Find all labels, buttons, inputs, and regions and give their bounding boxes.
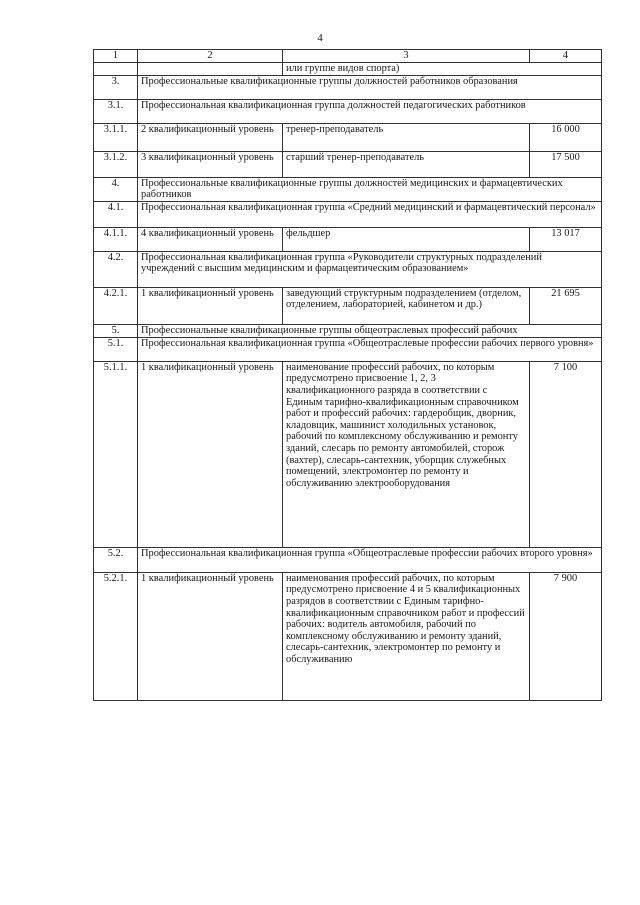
row-code: 4.2. — [94, 251, 138, 287]
position-name: заведующий структурным подразделением (отделом, отделением, лабораторией, кабинетом и др.) — [283, 287, 530, 324]
table-row — [94, 201, 602, 227]
row-code: 4.1.1. — [94, 227, 138, 251]
column-header: 2 — [138, 50, 283, 63]
table-row — [94, 251, 602, 287]
column-header: 4 — [530, 50, 602, 63]
table-row — [94, 63, 602, 76]
position-name: фельдшер — [283, 227, 530, 251]
salary-value: 7 100 — [530, 361, 602, 547]
group-title: Профессиональная квалификационная группа «Средний медицинский и фармацевтический персонал» — [138, 201, 602, 227]
table-row — [94, 361, 602, 547]
group-title: Профессиональная квалификационная группа «Общеотраслевые профессии рабочих первого уровня» — [138, 337, 602, 361]
salary-value: 21 695 — [530, 287, 602, 324]
row-code: 3.1.2. — [94, 151, 138, 177]
group-title: Профессиональная квалификационная группа должностей педагогических работников — [138, 99, 602, 123]
table-row — [94, 287, 602, 324]
group-title: Профессиональная квалификационная группа «Общеотраслевые профессии рабочих второго уровня» — [138, 547, 602, 572]
table-header-row — [94, 50, 602, 63]
group-title: Профессиональная квалификационная группа «Руководители структурных подразделений учреждений с высшим медицинским и фармацевтическим образованием» — [138, 251, 602, 287]
row-code: 5. — [94, 324, 138, 337]
salary-value: 13 017 — [530, 227, 602, 251]
table-row — [94, 547, 602, 572]
qualification-level: 3 квалификационный уровень — [138, 151, 283, 177]
row-code: 3.1. — [94, 99, 138, 123]
table-row — [94, 572, 602, 700]
qualification-level: 1 квалификационный уровень — [138, 572, 283, 700]
column-header: 1 — [94, 50, 138, 63]
page-number: 4 — [317, 32, 323, 44]
row-code: 3. — [94, 75, 138, 99]
row-code: 4.2.1. — [94, 287, 138, 324]
row-code: 4.1. — [94, 201, 138, 227]
position-name: тренер-преподаватель — [283, 123, 530, 151]
position-name: наименование профессий рабочих, по которым предусмотрено присвоение 1, 2, 3 квалификационного разряда в соответствии с Единым тарифно-квалификационным справочником работ и профессий рабочих: гардеробщик, дворник, кладовщик, машинист холодильных установок, рабочий по комплексному обслуживанию и ремонту зданий, слесарь по ремонту автомобилей, сторож (вахтер), слесарь-сантехник, уборщик служебных помещений, электромонтер по ремонту и обслуживанию электрооборудования — [283, 361, 530, 547]
group-title: Профессиональные квалификационные группы должностей медицинских и фармацевтических работников — [138, 177, 602, 201]
table-row — [94, 151, 602, 177]
salary-value: 7 900 — [530, 572, 602, 700]
table-row — [94, 123, 602, 151]
column-header: 3 — [283, 50, 530, 63]
table-row — [94, 337, 602, 361]
qualification-level: 1 квалификационный уровень — [138, 361, 283, 547]
table-row — [94, 99, 602, 123]
salary-table — [93, 49, 602, 701]
row-code: 3.1.1. — [94, 123, 138, 151]
group-title: Профессиональные квалификационные группы должностей работников образования — [138, 75, 602, 99]
table-row — [94, 75, 602, 99]
table-row — [94, 227, 602, 251]
row-code: 4. — [94, 177, 138, 201]
salary-value: 16 000 — [530, 123, 602, 151]
qualification-level: 1 квалификационный уровень — [138, 287, 283, 324]
row-code: 5.2. — [94, 547, 138, 572]
salary-value: 17 500 — [530, 151, 602, 177]
table-row — [94, 177, 602, 201]
row-code: 5.1.1. — [94, 361, 138, 547]
table-row — [94, 324, 602, 337]
position-name: старший тренер-преподаватель — [283, 151, 530, 177]
position-name: наименования профессий рабочих, по которым предусмотрено присвоение 4 и 5 квалификационных разрядов в соответствии с Единым тарифно-квалификационным справочником работ и профессий рабочих: водитель автомобиля, рабочий по комплексному обслуживанию и ремонту зданий, слесарь-сантехник, электромонтер по ремонту и обслуживанию — [283, 572, 530, 700]
qualification-level: 2 квалификационный уровень — [138, 123, 283, 151]
row-code: 5.2.1. — [94, 572, 138, 700]
group-title: Профессиональные квалификационные группы общеотраслевых профессий рабочих — [138, 324, 602, 337]
row-code: 5.1. — [94, 337, 138, 361]
continuation-text: или группе видов спорта) — [283, 63, 602, 76]
qualification-level: 4 квалификационный уровень — [138, 227, 283, 251]
